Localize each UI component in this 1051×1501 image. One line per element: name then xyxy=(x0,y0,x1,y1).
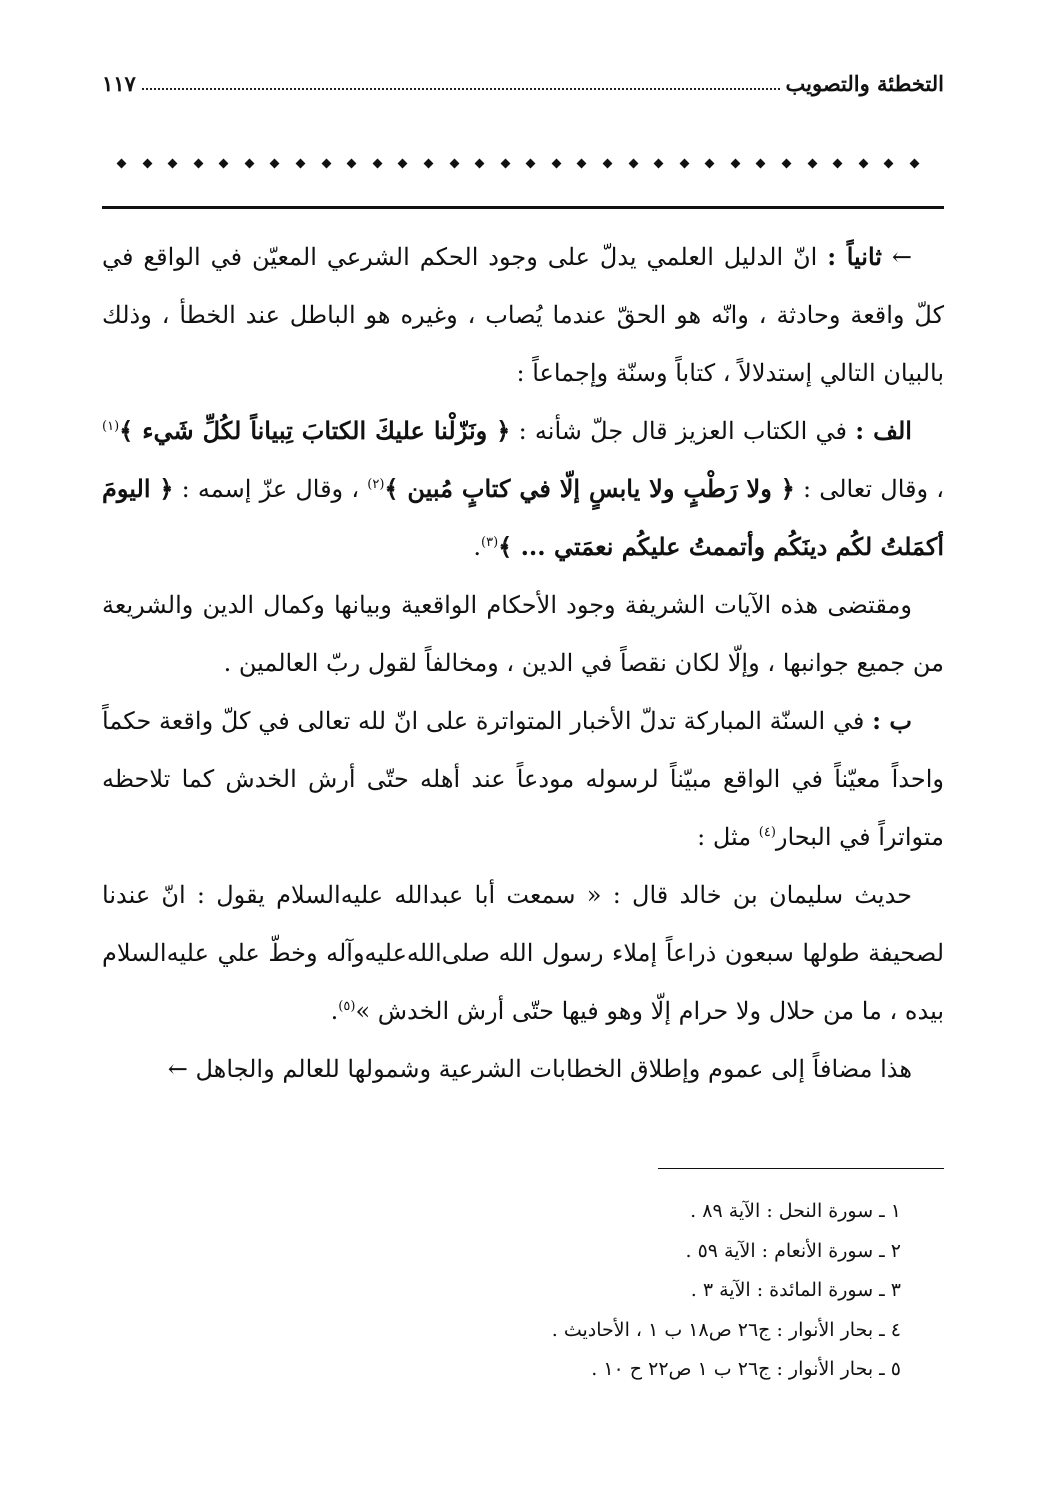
ornament-dot xyxy=(730,158,740,168)
quran-verse: ﴿ ونَزّلْنا عليكَ الكتابَ تِبياناً لكُلِّ شَيء ﴾ xyxy=(119,416,511,445)
footnote-item: ٤ ـ بحار الأنوار : ج٢٦ ص١٨ ب ١ ، الأحاديث . xyxy=(551,1318,901,1341)
paragraph-implication: ومقتضى هذه الآيات الشريفة وجود الأحكام الواقعية وبيانها وكمال الدين والشريعة من جميع جوانبها ، وإلّا لكان نقصاً في الدين ، ومخالفاً لقول ربّ العالمين . xyxy=(102,591,944,677)
ornament-dot xyxy=(500,158,510,168)
ornament-dot xyxy=(244,158,254,168)
paragraph-sunnah xyxy=(102,692,944,866)
footnote-ref: (٣) xyxy=(481,535,499,550)
page-number: ١١٧ xyxy=(102,70,136,96)
ornament-dot xyxy=(577,158,587,168)
paragraph-quran xyxy=(102,402,944,576)
ornament-dot xyxy=(296,158,306,168)
ornament-dot xyxy=(628,158,638,168)
ornament-dot xyxy=(321,158,331,168)
ornament-dot xyxy=(270,158,280,168)
ornament-dot xyxy=(372,158,382,168)
ornament-dot xyxy=(603,158,613,168)
quran-verse: ﴿ ولا رَطْبٍ ولا يابسٍ إلّا في كتابٍ مُبين ﴾ xyxy=(384,474,795,503)
ornament-dot xyxy=(679,158,689,168)
paragraph-text: مثل : xyxy=(697,823,752,851)
paragraph-text: ، وقال تعالى : xyxy=(802,475,944,503)
footnote-ref: (٢) xyxy=(367,477,385,492)
ornament-dot xyxy=(909,158,919,168)
paragraph-text: ، وقال عزّ إسمه : xyxy=(181,475,360,503)
ornament-dot xyxy=(398,158,408,168)
paragraph-text: انّ الدليل العلمي يدلّ على وجود الحكم الشرعي المعيّن في الواقع في كلّ واقعة وحادثة ، وانّه هو الحقّ عندما يُصاب ، وغيره هو الباطل عند الخطأ ، وذلك بالبيان التالي إستدلالاً ، كتاباً وسنّة وإجماعاً : xyxy=(102,243,944,387)
ornament-dot xyxy=(654,158,664,168)
paragraph-hadith xyxy=(102,866,944,1040)
ornament-dot xyxy=(193,158,203,168)
ornament-dot xyxy=(347,158,357,168)
ornament-dot xyxy=(168,158,178,168)
ornament-dot xyxy=(142,158,152,168)
ornament-dot-row xyxy=(118,150,918,176)
ornament-dot xyxy=(449,158,459,168)
quran-verse: ﴿ اليومَ أكمَلتُ لكُم دينَكُم وأتممتُ عليكُم نعمَتي ... ﴾ xyxy=(102,474,944,561)
header-rule xyxy=(102,206,944,209)
footnote-ref: (٤) xyxy=(758,825,776,840)
paragraph-text: . xyxy=(330,997,339,1025)
footnote-item: ٥ ـ بحار الأنوار : ج٢٦ ب ١ ص٢٢ ح ١٠ . xyxy=(591,1358,901,1380)
running-header xyxy=(102,66,944,100)
footnote-rule xyxy=(658,1168,944,1169)
paragraph-text: حديث سليمان بن خالد قال : « سمعت أبا عبدالله عليه‌السلام يقول : انّ عندنا لصحيفة طولها سبعون ذراعاً إملاء رسول الله صلى‌الله‌عليه‌وآله وخطّ علي عليه‌السلام بيده ، ما من حلال ولا حرام إلّا وهو فيها حتّى أرش الخدش » xyxy=(102,881,944,1025)
paragraph-addition xyxy=(102,1040,944,1098)
paragraph-label: ب : xyxy=(872,706,912,735)
ornament-dot xyxy=(756,158,766,168)
paragraph-text: . xyxy=(473,533,482,561)
ornament-dot xyxy=(219,158,229,168)
footnote-item: ٣ ـ سورة المائدة : الآية ٣ . xyxy=(690,1279,901,1301)
ornament-dot xyxy=(833,158,843,168)
continuation-arrow-icon: ← xyxy=(891,243,913,271)
footnote-item: ١ ـ سورة النحل : الآية ٨٩ . xyxy=(690,1200,901,1222)
paragraph-label: الف : xyxy=(855,416,912,445)
continuation-arrow-icon: ← xyxy=(167,1055,188,1083)
ornament-dot xyxy=(807,158,817,168)
footnote-ref: (١) xyxy=(102,419,120,434)
ornament-dot xyxy=(705,158,715,168)
footnote-item: ٢ ـ سورة الأنعام : الآية ٥٩ . xyxy=(685,1239,901,1262)
ornament-dot xyxy=(423,158,433,168)
ornament-dot xyxy=(117,158,127,168)
ornament-dot xyxy=(551,158,561,168)
chapter-title: التخطئة والتصويب xyxy=(785,70,944,96)
ornament-dot xyxy=(475,158,485,168)
paragraph-text: في الكتاب العزيز قال جلّ شأنه : xyxy=(518,417,848,445)
ornament-dot xyxy=(782,158,792,168)
paragraph-label: ثانياً : xyxy=(827,242,882,271)
ornament-dot xyxy=(884,158,894,168)
main-text xyxy=(102,228,944,1098)
footnote-ref: (٥) xyxy=(338,999,356,1014)
footnotes xyxy=(201,1192,901,1390)
ornament-dot xyxy=(526,158,536,168)
paragraph-text: في السنّة المباركة تدلّ الأخبار المتواترة على انّ لله تعالى في كلّ واقعة حكماً واحداً معيّناً في الواقع مبيّناً لرسوله مودعاً عند أهله حتّى أرش الخدش كما تلاحظه متواتراً في البحار xyxy=(102,707,944,851)
header-dot-leader xyxy=(142,88,780,90)
paragraph-text: هذا مضافاً إلى عموم وإطلاق الخطابات الشرعية وشمولها للعالم والجاهل xyxy=(195,1055,912,1083)
paragraph-secondly xyxy=(102,228,944,402)
ornament-dot xyxy=(858,158,868,168)
